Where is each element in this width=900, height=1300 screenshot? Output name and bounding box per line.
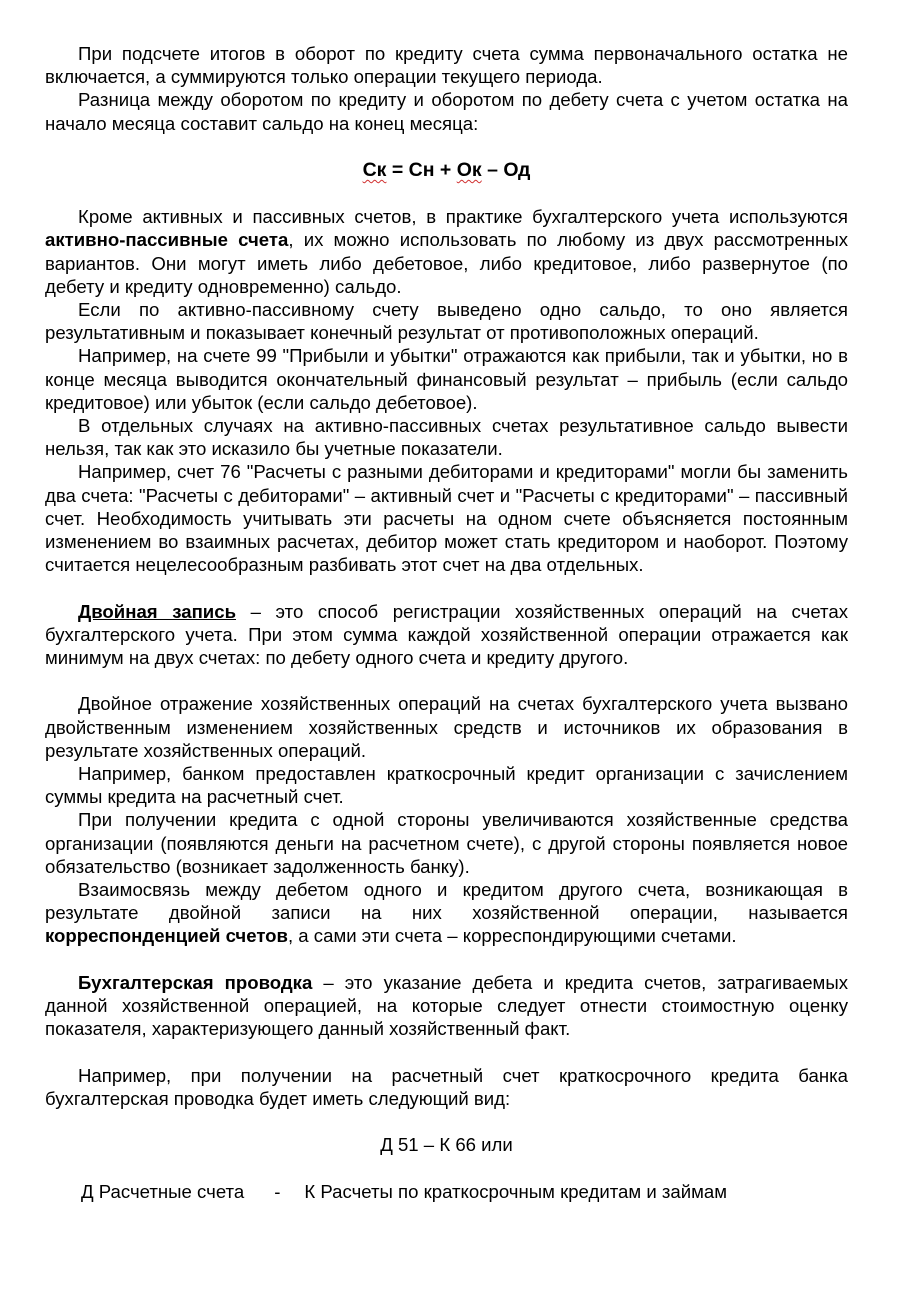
bold-term: корреспонденцией счетов	[45, 925, 288, 947]
spacer	[45, 1040, 848, 1063]
paragraph-loan-effect: При получении кредита с одной стороны увеличиваются хозяйственные средства организации (появляются деньги на расчетном счете), с другой стороны появляется новое обязательство (возникает задолженность банку).	[45, 809, 848, 877]
formula-tail: – Од	[481, 159, 531, 181]
paragraph-account-76-example: Например, счет 76 "Расчеты с разными дебиторами и кредиторами" могли бы заменить два счета: "Расчеты с дебиторами" – активный счет и "Расчеты с кредиторами" – пассивный счет. Необходимость учитывать эти расчеты на одном счете объясняется постоянным изменением во взаимных расчетах, дебитор может стать кредитором и наоборот. Поэтому считается нецелесообразным разбивать этот счет на два отдельных.	[45, 461, 848, 576]
spacer	[45, 1156, 848, 1179]
formula-ok: Ок	[456, 159, 482, 181]
paragraph-account-99-example: Например, на счете 99 "Прибыли и убытки" отражаются как прибыли, так и убытки, но в конце месяца выводится окончательный финансовый результат – прибыль (если сальдо кредитовое) или убыток (если сальдо дебетовое).	[45, 345, 848, 413]
entry-dash: -	[274, 1180, 281, 1202]
entry-credit: К Расчеты по краткосрочным кредитам и займам	[304, 1180, 728, 1202]
paragraph-credit-turnover: При подсчете итогов в оборот по кредиту счета сумма первоначального остатка не включается, а суммируются только операции текущего периода.	[45, 43, 848, 88]
paragraph-active-passive-accounts	[45, 205, 848, 298]
text: Кроме активных и пассивных счетов, в практике бухгалтерского учета используются	[78, 206, 848, 228]
text: – это способ регистрации хозяйственных операций на счетах бухгалтерского учета. При этом сумма каждой хозяйственной операции отражается как минимум на двух счетах: по дебету одного счета и кредиту другого.	[45, 600, 848, 669]
paragraph-bank-loan-example: Например, банком предоставлен краткосрочный кредит организации с зачислением суммы кредита на расчетный счет.	[45, 763, 848, 808]
paragraph-double-entry	[45, 600, 848, 670]
spacer	[45, 948, 848, 971]
text: Взаимосвязь между дебетом одного и кредитом другого счета, возникающая в результате двойной записи на них хозяйственной операции, называется	[45, 879, 848, 924]
paragraph-entry-example: Например, при получении на расчетный счет краткосрочного кредита банка бухгалтерская проводка будет иметь следующий вид:	[45, 1064, 848, 1109]
balance-formula	[45, 158, 848, 182]
formula-eq: = Сн +	[386, 159, 457, 181]
paragraph-resulting-balance: Если по активно-пассивному счету выведено одно сальдо, то оно является результативным и показывает конечный результат от противоположных операций.	[45, 299, 848, 344]
document-page	[45, 42, 848, 1203]
formula-ck: Ск	[362, 159, 387, 181]
term-accounting-entry: Бухгалтерская проводка	[78, 971, 313, 993]
spacer	[45, 1110, 848, 1133]
entry-short-form: Д 51 – К 66 или	[380, 1134, 513, 1156]
text: , а сами эти счета – корреспондирующими счетами.	[287, 925, 737, 947]
paragraph-balance-difference: Разница между оборотом по кредиту и оборотом по дебету счета с учетом остатка на начало месяца составит сальдо на конец месяца:	[45, 89, 848, 134]
bold-term: активно-пассивные счета	[45, 229, 289, 251]
paragraph-accounting-entry	[45, 971, 848, 1041]
entry-long-form	[45, 1180, 848, 1203]
text: – это указание дебета и кредита счетов, затрагиваемых данной хозяйственной операцией, на которые следует отнести стоимостную оценку показателя, характеризующего данный хозяйственный факт.	[45, 971, 848, 1040]
paragraph-dual-reflection: Двойное отражение хозяйственных операций на счетах бухгалтерского учета вызвано двойственным изменением хозяйственных средств и источников их образования в результате хозяйственных операций.	[45, 693, 848, 761]
spacer	[45, 182, 848, 205]
paragraph-correspondence	[45, 878, 848, 948]
term-double-entry: Двойная запись	[78, 600, 237, 622]
spacer	[45, 669, 848, 692]
spacer	[45, 576, 848, 599]
spacer	[45, 135, 848, 158]
paragraph-special-cases: В отдельных случаях на активно-пассивных счетах результативное сальдо вывести нельзя, так как это исказило бы учетные показатели.	[45, 415, 848, 460]
entry-debit: Д Расчетные счета	[81, 1180, 245, 1202]
text: , их можно использовать по любому из двух рассмотренных вариантов. Они могут иметь либо дебетовое, либо кредитовое, либо развернутое (по дебету и кредиту одновременно) сальдо.	[45, 229, 848, 297]
